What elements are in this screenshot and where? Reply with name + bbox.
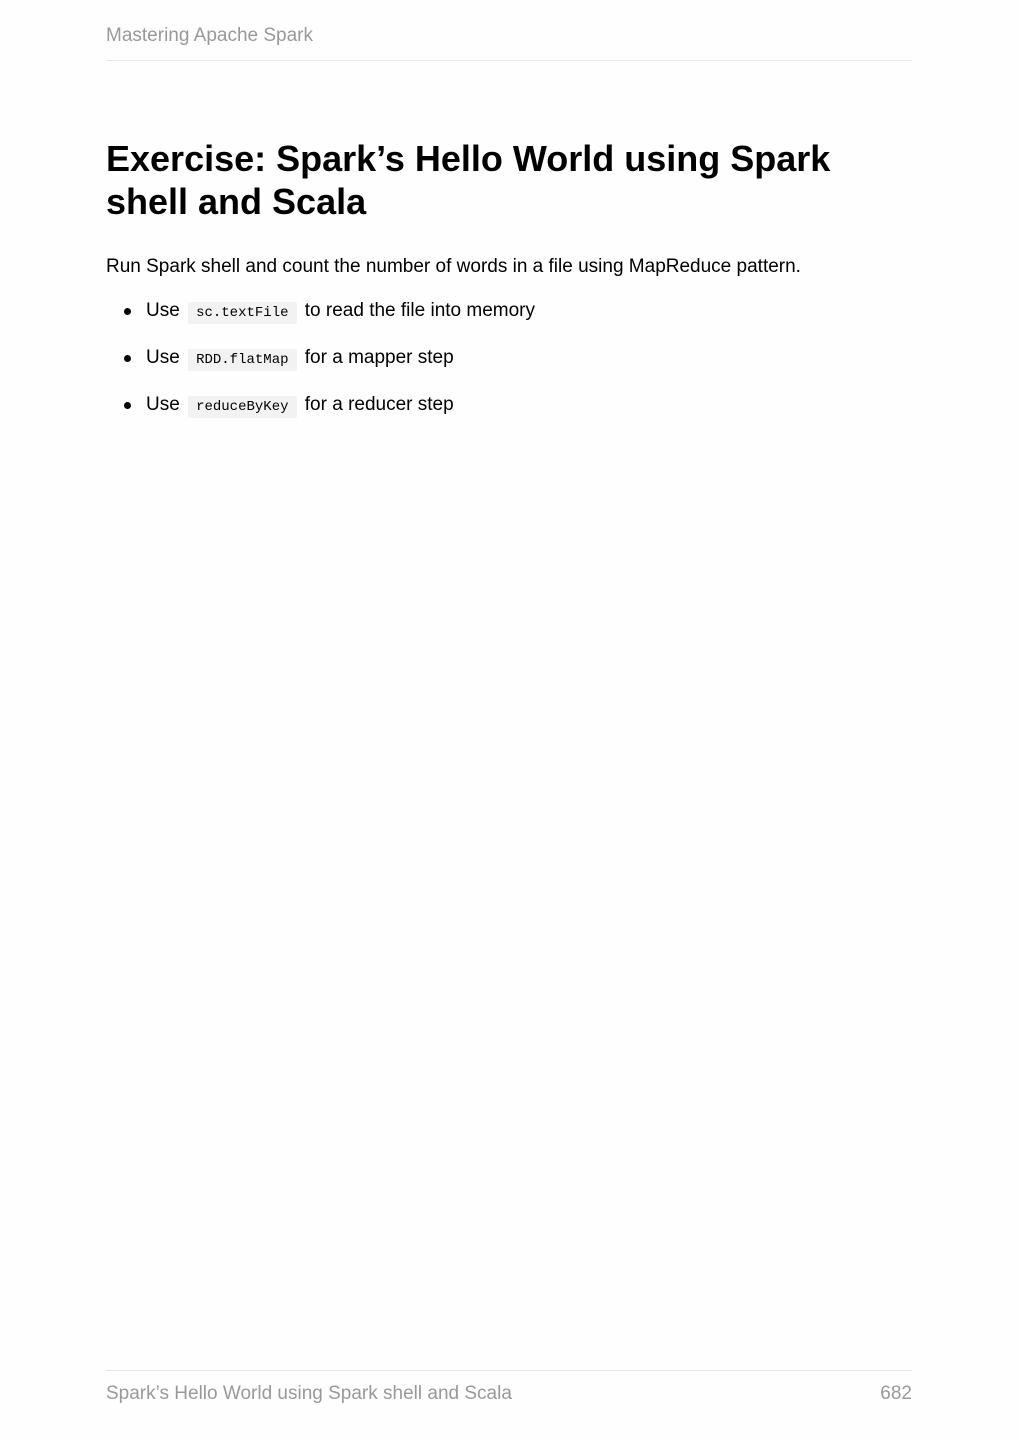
footer-divider [106,1370,912,1371]
step-list [106,299,535,440]
header-divider [106,60,912,61]
running-footer: Spark’s Hello World using Spark shell and Scala [106,1383,512,1404]
inline-code: RDD.flatMap [188,349,296,371]
page-title: Exercise: Spark’s Hello World using Spark shell and Scala [106,138,831,222]
list-item [106,299,535,323]
bullet-icon [124,402,131,409]
step-suffix: for a mapper step [304,347,454,368]
step-prefix: Use [146,347,180,368]
page-number: 682 [880,1383,912,1404]
list-item [106,346,535,370]
intro-paragraph: Run Spark shell and count the number of words in a file using MapReduce pattern. [106,256,801,277]
running-header: Mastering Apache Spark [106,25,314,46]
step-suffix: for a reducer step [304,394,454,415]
inline-code: sc.textFile [188,302,296,324]
step-prefix: Use [146,300,180,321]
step-suffix: to read the file into memory [304,300,535,321]
inline-code: reduceByKey [188,396,296,418]
list-item [106,393,535,417]
bullet-icon [124,355,131,362]
bullet-icon [124,308,131,315]
step-prefix: Use [146,394,180,415]
